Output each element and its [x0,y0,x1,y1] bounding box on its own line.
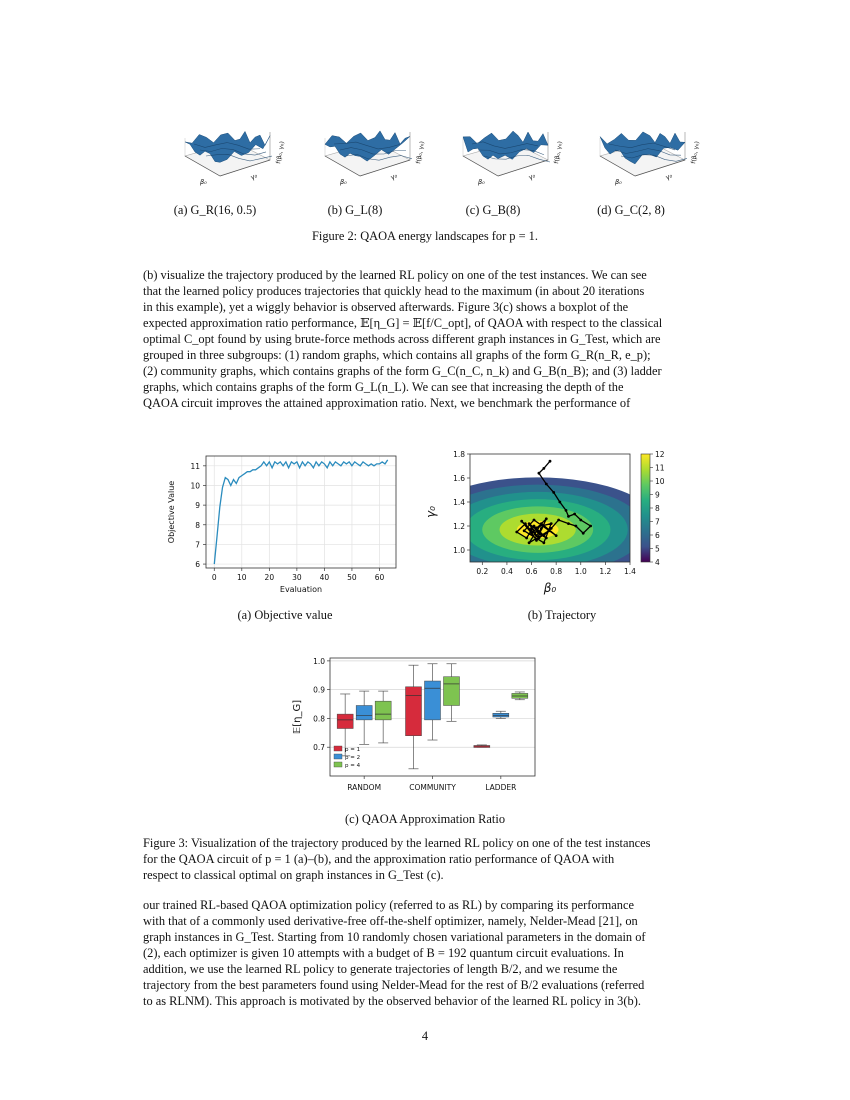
trajectory-heatmap [415,448,700,608]
trajectory-point [545,483,548,486]
trajectory-point [557,519,560,522]
trajectory-point [538,537,541,540]
page-number: 4 [421,1029,429,1043]
category-label: RANDOM [347,783,382,792]
y-tick-label: 0.7 [313,743,325,753]
subfigure-d-caption: (d) G_C(2, 8) [597,203,665,217]
colorbar-tick-label: 8 [655,504,660,513]
trajectory-point [538,472,541,475]
subfigure-3b-caption: (b) Trajectory [527,608,597,622]
trajectory-point [535,534,538,537]
x-tick-label: 0.6 [525,567,538,576]
x-axis-label: β₀ [543,581,557,595]
x-tick-label: 1.0 [574,567,587,576]
objective-value-chart [160,448,405,608]
x-tick-label: 1.4 [624,567,636,576]
caption-line: for the QAOA circuit of p = 1 (a)–(b), and the approximation ratio performance of QAOA with [143,852,615,866]
z-axis-label: f(β₀, γ₀) [690,140,701,165]
y-tick-label: 0.8 [313,714,325,724]
colorbar [641,454,650,562]
trajectory-point [547,529,550,532]
legend-label: p = 1 [345,747,361,753]
colorbar-tick-label: 12 [655,450,665,459]
x-tick-label: 0 [211,573,217,582]
trajectory-point [524,522,527,525]
y-tick-label: 6 [195,560,200,570]
x-tick-label: 0.2 [476,567,489,576]
figure-2-caption: Figure 2: QAOA energy landscapes for p = 1. [312,229,538,243]
trajectory-point [533,525,536,528]
legend-label: p = 4 [345,763,361,769]
colorbar-tick-label: 4 [655,558,660,567]
paragraph-line: expected approximation ratio performance, 𝔼[η_G] = 𝔼[f/C_opt], of QAOA with respect to the classical [143,316,663,330]
y-tick-label: 11 [190,461,200,471]
paragraph-line: with that of a commonly used derivative-free off-the-shelf optimizer, namely, Nelder-Mead [21], on [143,914,638,928]
z-axis-label: f(β₀, γ₀) [275,140,286,165]
trajectory-point [540,527,543,530]
subfigure-3c-caption: (c) QAOA Approximation Ratio [344,812,506,826]
paragraph-line: to as RLNM). This approach is motivated by the observed behavior of the learned RL policy in 3(b). [143,994,641,1008]
z-axis-label: f(β₀, γ₀) [553,140,564,165]
trajectory-point [542,541,545,544]
legend-swatch [334,762,342,767]
x-tick-label: 0.8 [550,567,563,576]
trajectory-point [535,539,538,542]
paragraph-line: (2), each optimizer is given 10 attempts with a budget of B = 192 quantum circuit evaluations. In [143,946,624,960]
trajectory-point [567,515,570,518]
subfigure-a-caption: (a) G_R(16, 0.5) [173,203,257,217]
y-axis-label: γ₀ [664,171,674,182]
x-axis-label: β₀ [340,178,347,186]
x-tick-label: 40 [319,573,330,582]
trajectory-point [542,467,545,470]
y-axis-label: 𝔼[η_G] [292,699,303,735]
y-tick-label: 10 [190,481,200,491]
box [375,701,391,720]
trajectory-point [530,527,533,530]
trajectory-point [567,522,570,525]
y-axis-label: γ₀ [527,171,537,182]
x-tick-label: 50 [347,573,357,582]
y-tick-label: 7 [195,540,200,550]
trajectory-point [550,522,553,525]
trajectory-point [533,519,536,522]
trajectory-point [520,520,523,523]
x-axis-label: Evaluation [279,585,323,594]
y-tick-label: 8 [195,520,200,530]
box [425,681,441,720]
y-tick-label: 1.4 [453,498,465,507]
y-axis-label: γ₀ [424,506,438,518]
trajectory-point [515,531,518,534]
paragraph-line: that the learned policy produces trajectories that quickly head to the maximum (in about 20 iterations [143,284,645,298]
trajectory-point [574,525,577,528]
approximation-ratio-boxplot [278,652,548,802]
y-tick-label: 9 [195,501,200,511]
paragraph-line: (b) visualize the trajectory produced by the learned RL policy on one of the test instances. We can see [143,268,647,282]
paragraph-line: graphs, which contains graphs of the form G_L(n_L). We can see that increasing the depth of the [143,380,624,394]
legend-label: p = 2 [345,755,361,761]
x-axis-label: β₀ [200,178,207,186]
paragraph-line: optimal C_opt found by using brute-force methods across different graph instances in G_Test, which are [143,332,661,346]
category-label: COMMUNITY [409,783,456,792]
box [356,705,372,719]
colorbar-tick-label: 10 [655,477,665,486]
trajectory-point [540,522,543,525]
trajectory-point [523,529,526,532]
trajectory-point [528,522,531,525]
plot-area [206,456,396,568]
trajectory-point [542,534,545,537]
y-tick-label: 1.6 [453,474,465,483]
x-axis-label: β₀ [478,178,485,186]
box [406,687,422,736]
trajectory-point [565,509,568,512]
trajectory-point [530,532,533,535]
x-tick-label: 10 [237,573,247,582]
trajectory-point [589,525,592,528]
colorbar-tick-label: 11 [655,463,665,473]
x-tick-label: 20 [264,573,275,582]
x-tick-label: 60 [374,573,385,582]
trajectory-point [552,491,555,494]
x-tick-label: 30 [292,573,302,582]
paragraph-line: our trained RL-based QAOA optimization policy (referred to as RL) by comparing its performance [143,898,634,912]
colorbar-tick-label: 7 [655,517,660,527]
figure-3-caption [143,835,707,883]
y-axis-label: γ₀ [389,171,399,182]
trajectory-point [558,501,561,504]
paragraph-line: in this example), yet a wiggly behavior is observed afterwards. Figure 3(c) shows a boxplot of the [143,300,629,314]
y-tick-label: 0.9 [313,685,325,695]
category-label: LADDER [485,783,517,792]
paragraph-line: trajectory from the best parameters found using Nelder-Mead for the rest of B/2 evaluations (referred [143,978,645,992]
caption-line: respect to classical optimal on graph instances in G_Test (c). [143,868,444,882]
trajectory-point [545,517,548,520]
legend-swatch [334,746,342,751]
trajectory-point [582,532,585,535]
paragraph-line: graph instances in G_Test. Starting from 10 randomly chosen variational parameters in the domain of [143,930,646,944]
caption-line: Figure 3: Visualization of the trajectory produced by the learned RL policy on one of the test instances [143,836,651,850]
trajectory-point [545,537,548,540]
y-tick-label: 1.2 [453,522,465,531]
colorbar-tick-label: 9 [655,490,660,500]
trajectory-point [525,537,528,540]
trajectory-point [549,460,552,463]
subfigure-3a-caption: (a) Objective value [237,608,333,622]
y-tick-label: 1.0 [453,546,465,555]
box [337,714,353,728]
subfigure-c-caption: (c) G_B(8) [465,203,521,217]
body-paragraph-1 [143,267,707,411]
y-axis-label: Objective Value [167,480,176,544]
trajectory-point [528,541,531,544]
trajectory-point [573,513,576,516]
box [444,677,460,706]
trajectory-point [550,527,553,530]
energy-landscape-plots [150,118,710,200]
z-axis-label: f(β₀, γ₀) [415,140,426,165]
trajectory-point [555,534,558,537]
x-axis-label: β₀ [615,178,622,186]
y-axis-label: γ₀ [249,171,259,182]
body-paragraph-2 [143,897,707,1009]
paragraph-line: QAOA circuit improves the attained approximation ratio. Next, we benchmark the performance of [143,396,631,410]
legend-swatch [334,754,342,759]
y-tick-label: 1.0 [313,656,325,666]
paragraph-line: grouped in three subgroups: (1) random graphs, which contains all graphs of the form G_R(n_R, e_p); [143,348,651,362]
box [493,713,509,717]
x-tick-label: 0.4 [500,567,513,576]
paragraph-line: (2) community graphs, which contains graphs of the form G_C(n_C, n_k) and G_B(n_B); and (3) ladder [143,364,662,378]
colorbar-tick-label: 6 [655,531,660,540]
colorbar-tick-label: 5 [655,544,660,554]
y-tick-label: 1.8 [453,450,465,459]
subfigure-b-caption: (b) G_L(8) [327,203,383,217]
trajectory-point [538,532,541,535]
x-tick-label: 1.2 [599,567,612,576]
paragraph-line: addition, we use the learned RL policy to generate trajectories of length B/2, and we resume the [143,962,618,976]
trajectory-point [579,519,582,522]
